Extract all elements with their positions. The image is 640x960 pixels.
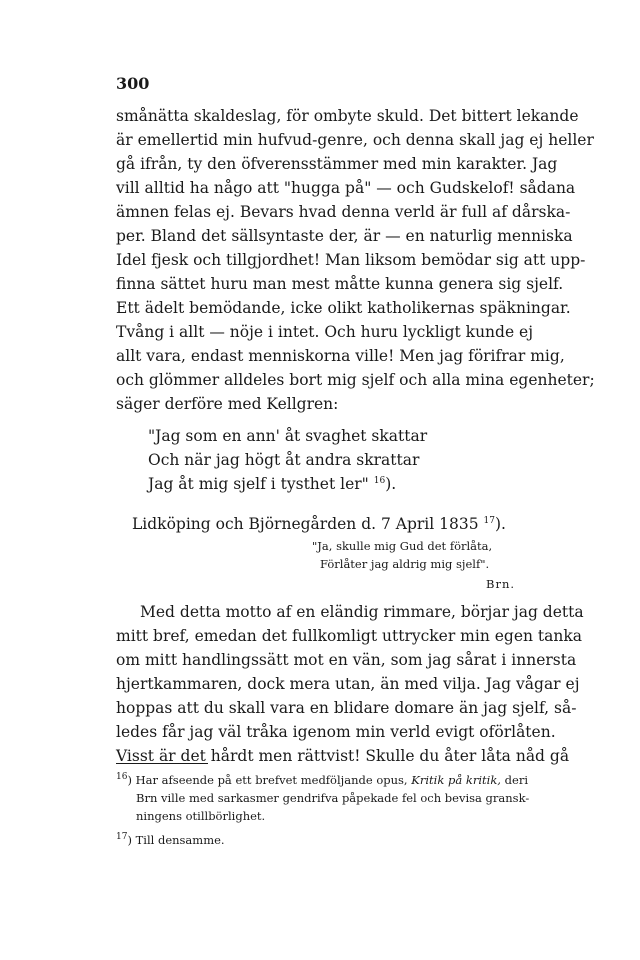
footnote-marker: 17 <box>116 832 128 843</box>
page-number: 300 <box>116 74 150 93</box>
text-line: Ett ädelt bemödande, icke olikt katholikernas späkningar. <box>116 299 571 317</box>
poem-line-text: Jag åt mig sjelf i tysthet ler" <box>148 475 369 493</box>
text-line: ledes får jag väl tråka igenom min verld evigt oförlåten. <box>116 723 556 741</box>
text-line: säger derföre med Kellgren: <box>116 395 339 413</box>
poem-line <box>148 474 396 494</box>
letter-dateline <box>132 514 506 534</box>
footnote-text: ) Till densamme. <box>127 833 225 847</box>
text-line: Med detta motto af en eländig rimmare, börjar jag detta <box>140 603 584 621</box>
text-line: smånätta skaldeslag, för ombyte skuld. Det bittert lekande <box>116 107 579 125</box>
footnote-text: ) Har afseende på ett brefvet medföljande opus, <box>127 773 408 787</box>
footnote-divider <box>116 763 208 764</box>
footnote-text: deri <box>504 773 528 787</box>
dateline-end: ). <box>494 515 506 533</box>
text-line: finna sättet huru man mest måtte kunna genera sig sjelf. <box>116 275 564 293</box>
footnote-16 <box>116 772 528 789</box>
text-line: allt vara, endast menniskorna ville! Men jag förifrar mig, <box>116 347 565 365</box>
text-line: hjertkammaren, dock mera utan, än med vilja. Jag vågar ej <box>116 675 580 693</box>
text-line: mitt bref, emedan det fullkomligt uttrycker min egen tanka <box>116 627 583 645</box>
poem-line: Och när jag högt åt andra skrattar <box>148 451 420 469</box>
text-line: är emellertid min hufvud-genre, och denna skall jag ej heller <box>116 131 594 149</box>
motto-line: Förlåter jag aldrig mig sjelf". <box>320 557 490 571</box>
text-line: Idel fjesk och tillgjordhet! Man liksom bemödar sig att upp- <box>116 251 586 269</box>
text-line: Visst är det hårdt men rättvist! Skulle du åter låta nåd gå <box>116 747 570 765</box>
footnote-marker: 16 <box>116 772 128 783</box>
footnote-ref-17: 17 <box>483 515 495 526</box>
text-line: och glömmer alldeles bort mig sjelf och alla mina egenheter; <box>116 371 595 389</box>
poem-line: "Jag som en ann' åt svaghet skattar <box>148 427 428 445</box>
text-line: om mitt handlingssätt mot en vän, som jag sårat i innersta <box>116 651 577 669</box>
footnote-ref-16: 16 <box>373 475 386 486</box>
motto-line: "Ja, skulle mig Gud det förlåta, <box>312 539 493 553</box>
footnote-17 <box>116 832 528 849</box>
poem-line-end: ). <box>385 475 397 493</box>
text-line: per. Bland det sällsyntaste der, är — en naturlig menniska <box>116 227 573 245</box>
footnote-16-line: ningens otillbörlighet. <box>136 809 266 823</box>
text-line: hoppas att du skall vara en blidare domare än jag sjelf, så- <box>116 699 577 717</box>
dateline-text: Lidköping och Björnegården d. 7 April 1835 <box>132 515 479 533</box>
text-line: gå ifrån, ty den öfverensstämmer med min karakter. Jag <box>116 155 558 173</box>
footnote-16-line: Brn ville med sarkasmer gendrifva påpekade fel och bevisa gransk- <box>136 791 530 805</box>
text-line: ämnen felas ej. Bevars hvad denna verld är full af dårska- <box>116 203 571 221</box>
footnote-work-title: Kritik på kritik, <box>411 773 501 787</box>
text-line: vill alltid ha någo att "hugga på" — och Gudskelof! sådana <box>116 179 576 197</box>
motto-signature: Brn. <box>486 577 516 591</box>
text-line: Tvång i allt — nöje i intet. Och huru lyckligt kunde ej <box>116 323 534 341</box>
